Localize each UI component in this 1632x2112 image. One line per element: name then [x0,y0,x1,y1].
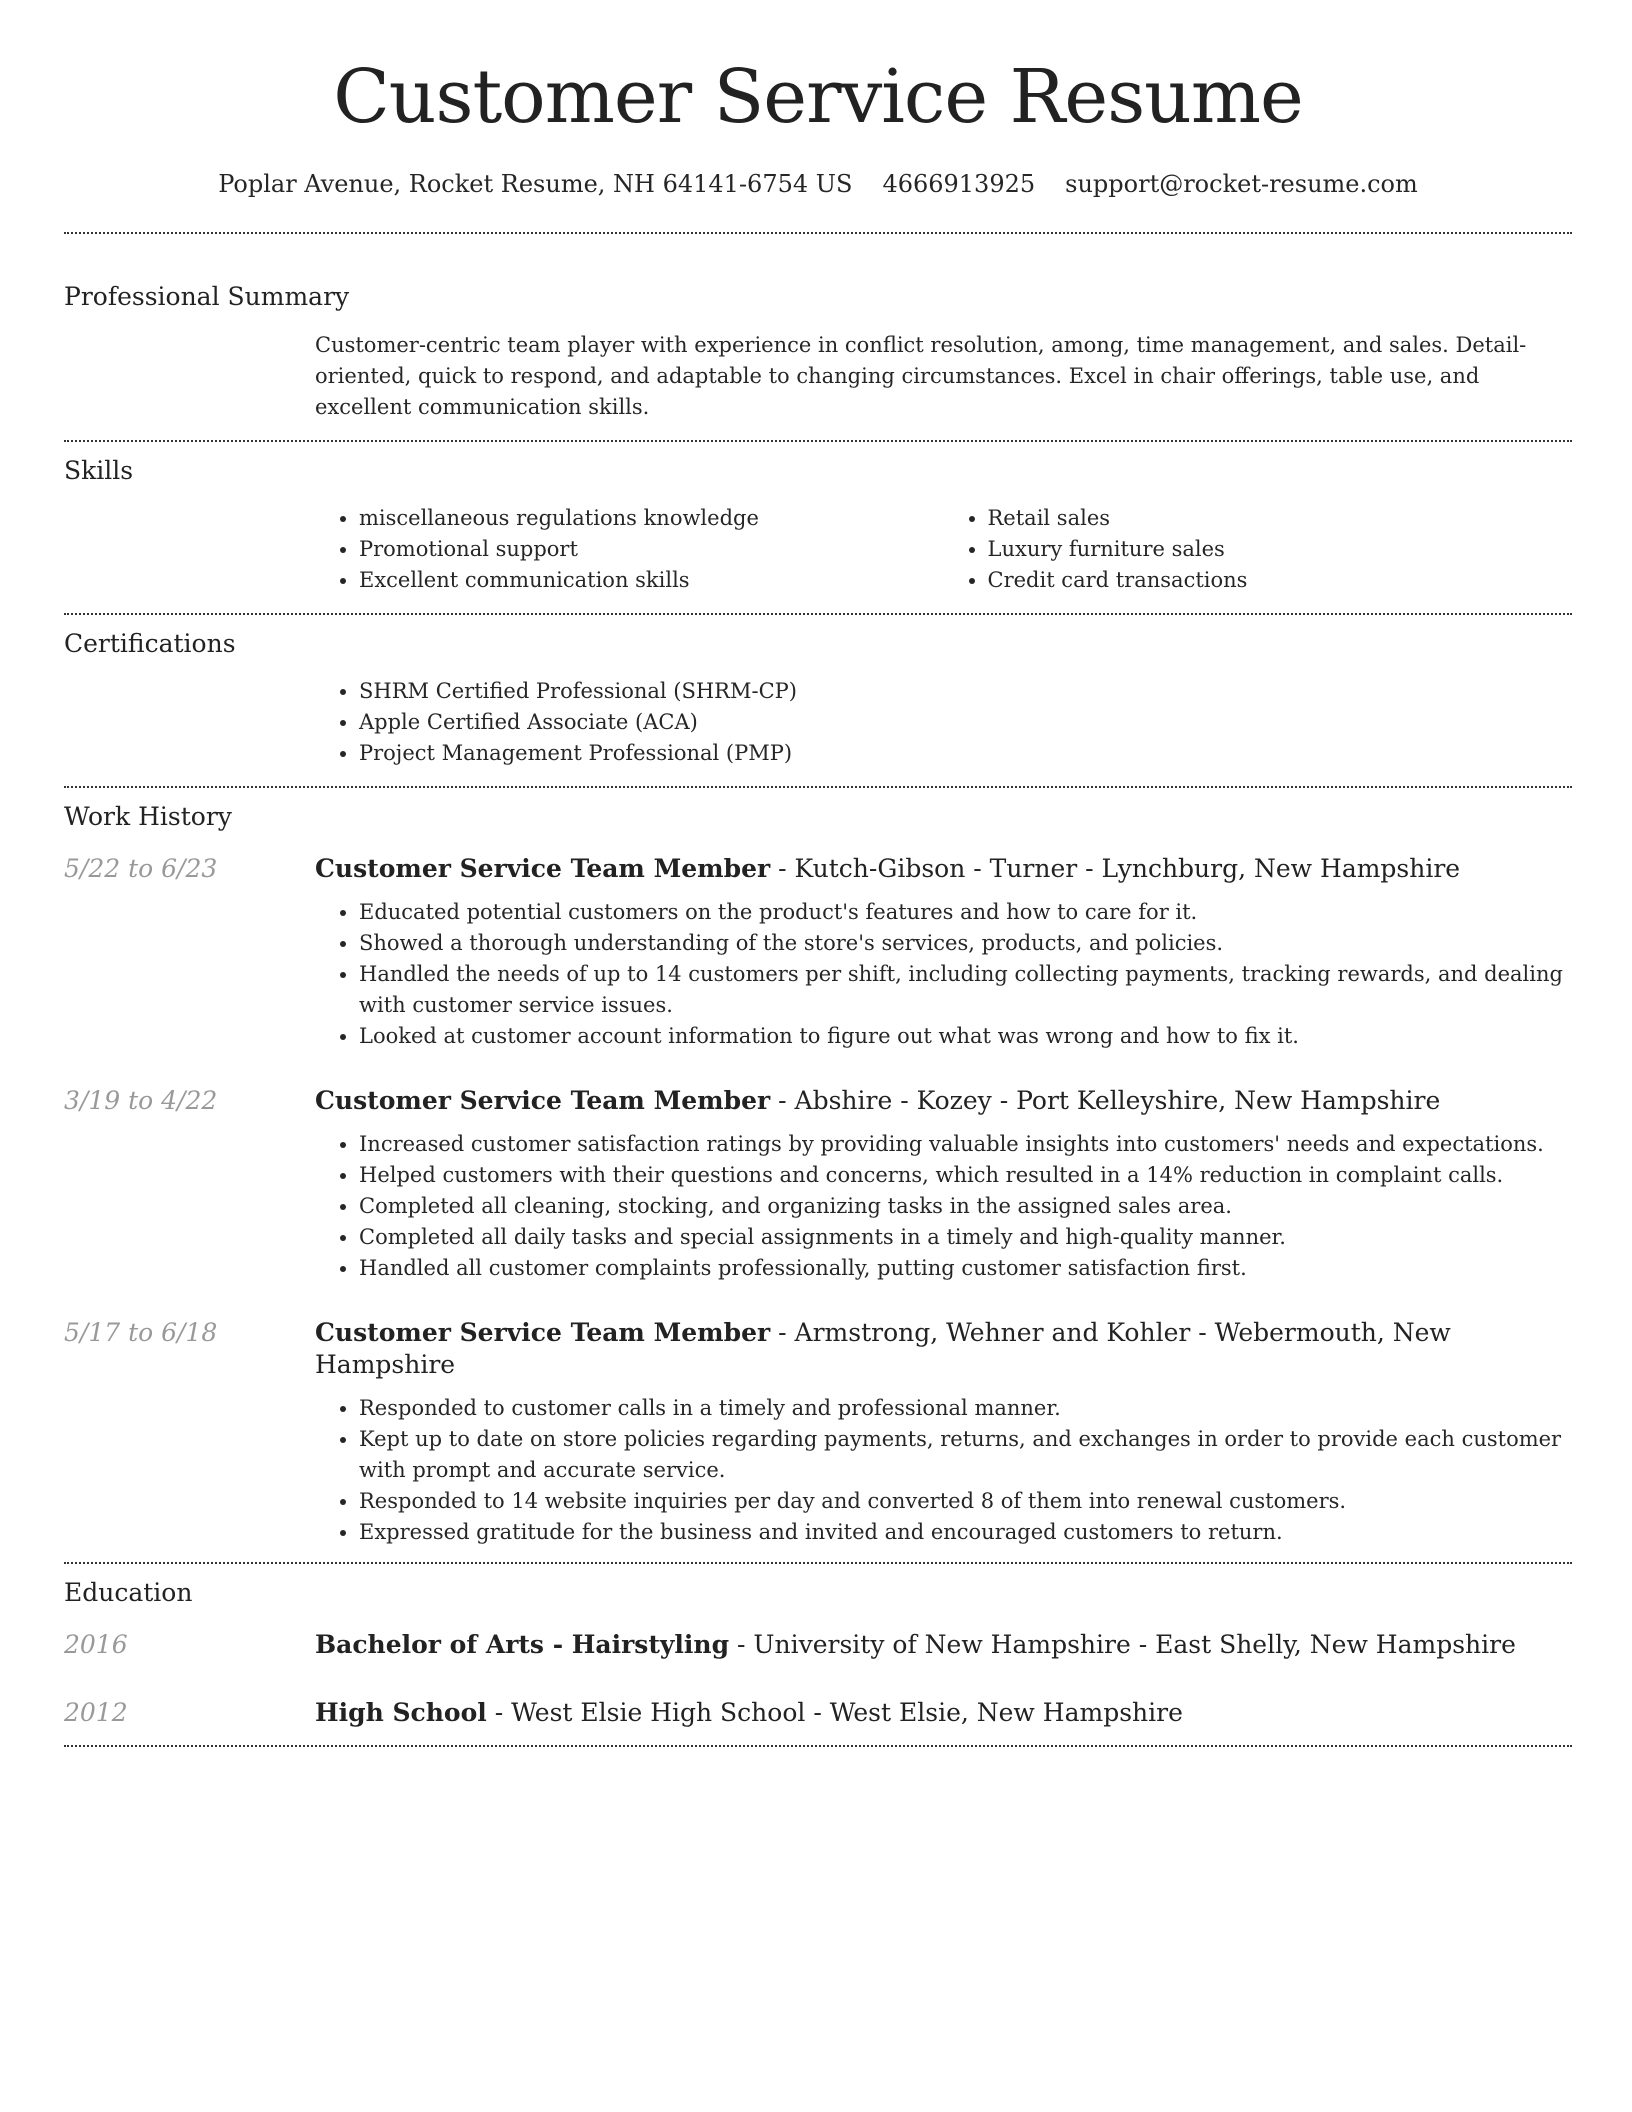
contact-phone: 4666913925 [882,170,1036,198]
job-heading [315,1317,1572,1381]
list-item: • Responded to 14 website inquiries per day and converted 8 of them into renewal customers. [359,1486,1572,1517]
job-heading [315,1085,1572,1117]
summary-text: Customer-centric team player with experience in conflict resolution, among, time management, and sales. Detail-oriented, quick to respond, and adaptable to changing circumstances. Excel in chair offerings, table use, and excellent communication skills. [315,333,1527,419]
job-role: Customer Service Team Member [315,1318,771,1347]
list-item: • Completed all daily tasks and special assignments in a timely and high-quality manner. [359,1222,1572,1253]
list-item: • Retail sales [988,503,1573,534]
list-item: • Kept up to date on store policies regarding payments, returns, and exchanges in order to provide each customer with prompt and accurate service. [359,1424,1572,1486]
certifications-list [315,676,1572,786]
list-item: • Responded to customer calls in a timely and professional manner. [359,1393,1572,1424]
job-role: Customer Service Team Member [315,1086,771,1115]
list-item: • Handled all customer complaints professionally, putting customer satisfaction first. [359,1253,1572,1284]
list-item: • Expressed gratitude for the business and invited and encouraged customers to return. [359,1517,1572,1548]
education-school: - West Elsie High School - West Elsie, New Hampshire [486,1698,1183,1727]
divider [64,1745,1572,1747]
work-history-section [64,788,1572,1562]
job-entry [64,853,1572,1052]
contact-email: support@rocket-resume.com [1065,170,1418,198]
list-item: • Excellent communication skills [359,565,944,596]
education-year: 2016 [64,1630,128,1659]
job-bullets [315,897,1572,1052]
education-year: 2012 [64,1698,128,1727]
list-item: • Luxury furniture sales [988,534,1573,565]
education-entry [64,1697,1572,1745]
job-bullets [315,1393,1572,1548]
list-item: • Completed all cleaning, stocking, and organizing tasks in the assigned sales area. [359,1191,1572,1222]
contact-address: Poplar Avenue, Rocket Resume, NH 64141-6754 US [218,170,853,198]
skills-section [64,442,1572,613]
list-item: • Educated potential customers on the product's features and how to care for it. [359,897,1572,928]
list-item: • Credit card transactions [988,565,1573,596]
list-item: • Handled the needs of up to 14 customers per shift, including collecting payments, tracking rewards, and dealing with customer service issues. [359,959,1572,1021]
skills-column-right [944,503,1573,596]
list-item: • Project Management Professional (PMP) [359,738,1572,769]
resume-name: Customer Service Resume [333,54,1303,140]
job-heading [315,853,1572,885]
list-item: • Showed a thorough understanding of the store's services, products, and policies. [359,928,1572,959]
education-degree: High School [315,1698,487,1727]
job-employer: - Armstrong, Wehner and Kohler - Webermouth, New Hampshire [315,1318,1451,1379]
job-bullets [315,1129,1572,1284]
job-employer: - Kutch-Gibson - Turner - Lynchburg, New Hampshire [770,854,1461,883]
education-school: - University of New Hampshire - East Shelly, New Hampshire [729,1630,1516,1659]
section-title: Skills [64,456,134,485]
section-title: Professional Summary [64,282,350,311]
list-item: • SHRM Certified Professional (SHRM-CP) [359,676,1572,707]
summary-section [64,234,1572,440]
section-title: Work History [64,802,232,831]
job-entry [64,1085,1572,1284]
education-section [64,1564,1572,1745]
job-employer: - Abshire - Kozey - Port Kelleyshire, New Hampshire [770,1086,1441,1115]
resume-page [64,0,1572,1747]
contact-line [64,172,1572,196]
education-entry [64,1629,1572,1661]
job-dates: 5/22 to 6/23 [64,854,218,883]
job-dates: 3/19 to 4/22 [64,1086,218,1115]
list-item: • Increased customer satisfaction ratings by providing valuable insights into customers' needs and expectations. [359,1129,1572,1160]
job-role: Customer Service Team Member [315,854,771,883]
job-entry [64,1317,1572,1562]
section-title: Certifications [64,629,236,658]
list-item: • Looked at customer account information to figure out what was wrong and how to fix it. [359,1021,1572,1052]
job-dates: 5/17 to 6/18 [64,1318,218,1347]
education-heading [315,1697,1572,1729]
list-item: • Promotional support [359,534,944,565]
list-item: • miscellaneous regulations knowledge [359,503,944,534]
education-degree: Bachelor of Arts - Hairstyling [315,1630,730,1659]
list-item: • Helped customers with their questions and concerns, which resulted in a 14% reduction in complaint calls. [359,1160,1572,1191]
education-heading [315,1629,1572,1661]
skills-column-left [315,503,944,596]
skills-list [315,503,1572,613]
certifications-section [64,615,1572,786]
list-item: • Apple Certified Associate (ACA) [359,707,1572,738]
section-title: Education [64,1578,193,1607]
